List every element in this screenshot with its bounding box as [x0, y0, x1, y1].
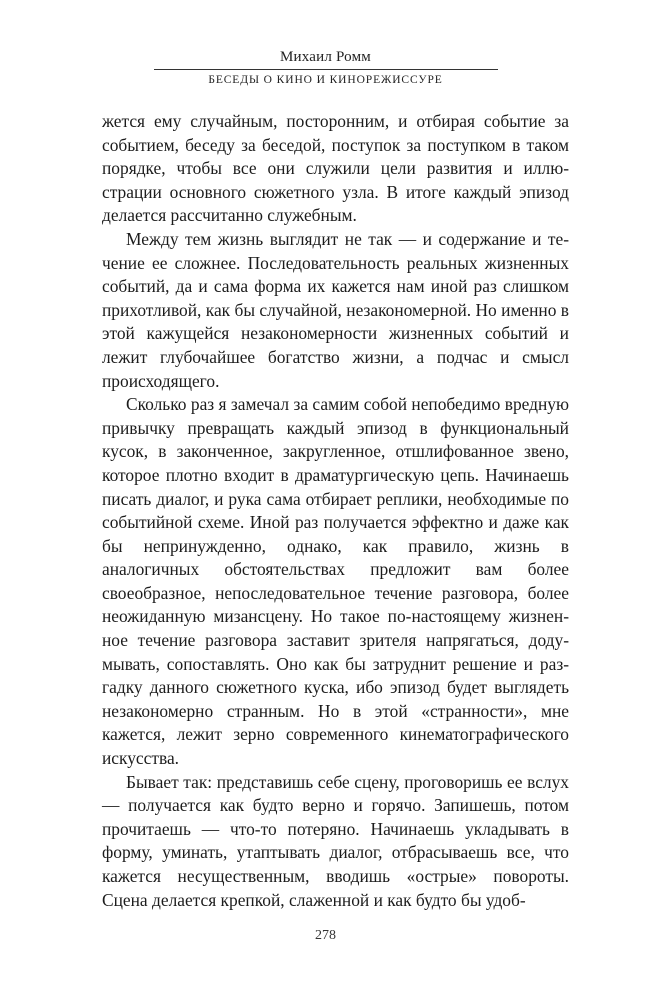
- running-header-book-title: БЕСЕДЫ О КИНО И КИНОРЕЖИССУРЕ: [208, 74, 443, 86]
- paragraph: Бывает так: представишь себе сцену, проговоришь ее вслух — получается как будто верно и горячо. Запишешь, потом прочитаешь — что-то потеряно. Начинаешь укладывать в форму, уминать, утаптывать диалог, отбрасываешь все, что кажется несущественным, вводишь «острые» повороты. Сцена делается крепкой, слаженной и как будто бы удоб-: [102, 771, 569, 910]
- body-text: [102, 110, 569, 912]
- running-header: [0, 48, 651, 87]
- paragraph: Между тем жизнь выглядит не так — и содержание и течение ее сложнее. Последовательность реальных жизненных событий, да и сама форма их кажется нам иной раз слишком прихотливой, как бы случайной, незакономерной. Но именно в этой кажущейся незакономерности жизненных событий и лежит глубочайшее богатство жизни, а подчас и смысл происходящего.: [102, 228, 569, 391]
- header-rule: [154, 69, 498, 70]
- running-header-author: Михаил Ромм: [280, 49, 371, 65]
- paragraph-continued: жется ему случайным, посторонним, и отбирая событие за событием, беседу за беседой, поступок за поступком в таком порядке, чтобы все они служили цели развития и иллюстрации основного сюжетного узла. В итоге каждый эпизод делается рассчитанно служебным.: [102, 111, 569, 226]
- paragraph: Сколько раз я замечал за самим собой непобедимо вредную привычку превращать каждый эпизод в функциональный кусок, в законченное, закругленное, отшлифованное звено, которое плотно входит в драматургическую цепь. Начинаешь писать диалог, и рука сама отбирает реплики, необходимые по событийной схеме. Иной раз получается эффектно и даже как бы непринужденно, однако, как правило, жизнь в аналогичных обстоятельствах предложит вам более своеобразное, непоследовательное течение разговора, более неожиданную мизансцену. Но такое по-настоящему жизненное течение разговора заставит зрителя напрягаться, додумывать, сопоставлять. Оно как бы затруднит решение и разгадку данного сюжетного куска, ибо эпизод будет выглядеть незакономерно странным. Но в этой «странности», мне кажется, лежит зерно современного кинематографического искусства.: [102, 394, 569, 769]
- page-number: 278: [315, 928, 336, 943]
